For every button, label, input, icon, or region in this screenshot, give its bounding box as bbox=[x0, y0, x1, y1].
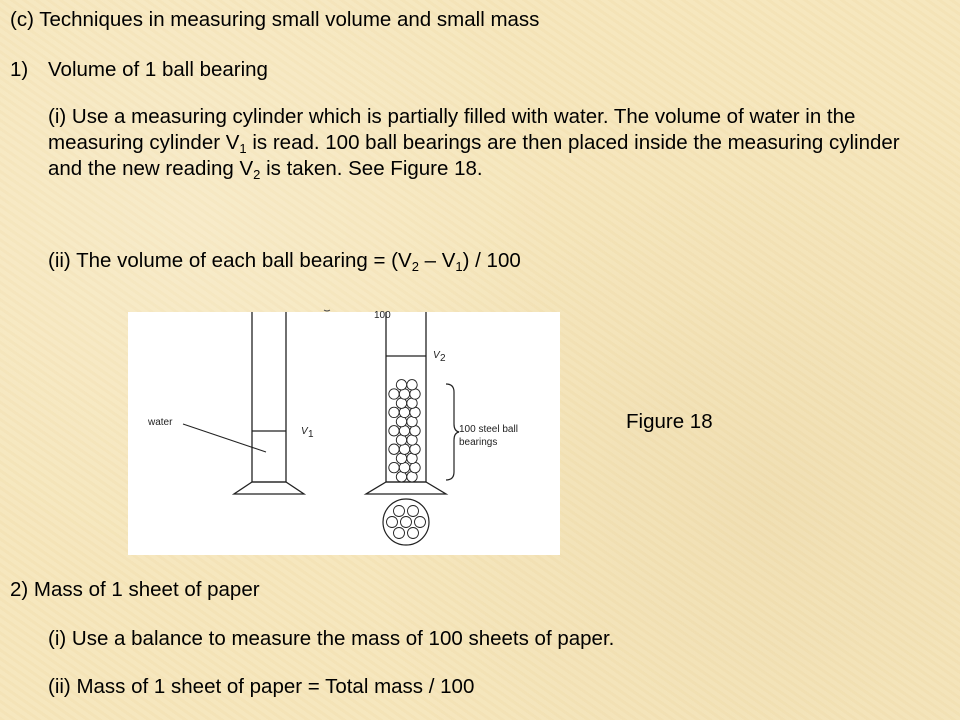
section-heading: (c) Techniques in measuring small volume and small mass bbox=[10, 8, 540, 31]
v2-label: V bbox=[433, 350, 440, 361]
top-view-ball bbox=[394, 506, 405, 517]
ball-bearings-label-line-1: 100 steel ball bbox=[459, 424, 518, 435]
figure-caption: Figure 18 bbox=[626, 410, 713, 433]
ball-bearing bbox=[389, 462, 399, 472]
section-1-step-1: (i) Use a measuring cylinder which is partially filled with water. The volume of water in the measuring cylinder $V_1$ is read. 100 ball bearings are then placed inside the measuring cylinder and the new reading $V_2$ is taken. See Figure 18. bbox=[48, 105, 900, 182]
ball-bearings-brace bbox=[446, 384, 459, 480]
cylinder-with-water bbox=[234, 312, 304, 494]
section-1-title: Volume of 1 ball bearing bbox=[48, 58, 268, 81]
section-2-step-2: (ii) Mass of 1 sheet of paper = Total mass / 100 bbox=[48, 675, 475, 698]
measuring-cylinders-illustration bbox=[128, 312, 560, 555]
v1-label: V bbox=[301, 426, 308, 437]
ball-bearings-label-line-2: bearings bbox=[459, 437, 498, 448]
ball-bearing bbox=[389, 407, 399, 417]
v1-subscript: 1 bbox=[455, 259, 463, 274]
section-1-step-2: (ii) The volume of each ball bearing = $(V_2 - V_1) / 100$ bbox=[48, 249, 521, 274]
scale-tick bbox=[324, 310, 330, 311]
v1-label-subscript: 1 bbox=[308, 429, 314, 440]
top-view-ball bbox=[415, 517, 426, 528]
top-scale-label: 100 bbox=[374, 310, 391, 321]
v2-subscript: 2 bbox=[411, 259, 419, 274]
section-2-step-1: (i) Use a balance to measure the mass of 100 sheets of paper. bbox=[48, 627, 615, 650]
ball-bearing bbox=[389, 426, 399, 436]
top-view-ball bbox=[387, 517, 398, 528]
figure-18-diagram bbox=[128, 312, 560, 555]
ball-bearings-stack bbox=[389, 380, 420, 482]
top-view-ball bbox=[408, 528, 419, 539]
top-view-ball bbox=[394, 528, 405, 539]
top-view-ball bbox=[408, 506, 419, 517]
water-label: water bbox=[148, 417, 173, 428]
top-view-ball bbox=[401, 517, 412, 528]
section-1-number: 1) bbox=[10, 58, 29, 81]
ball-bearing bbox=[396, 380, 406, 390]
section-2-title: 2) Mass of 1 sheet of paper bbox=[10, 578, 260, 601]
v2-subscript: 2 bbox=[253, 167, 261, 182]
ball-bearing bbox=[389, 444, 399, 454]
water-label-leader bbox=[183, 424, 266, 452]
ball-bearing bbox=[407, 380, 417, 390]
ball-bearing bbox=[389, 389, 399, 399]
v2-label-subscript: 2 bbox=[440, 353, 446, 364]
v1-subscript: 1 bbox=[239, 141, 247, 156]
